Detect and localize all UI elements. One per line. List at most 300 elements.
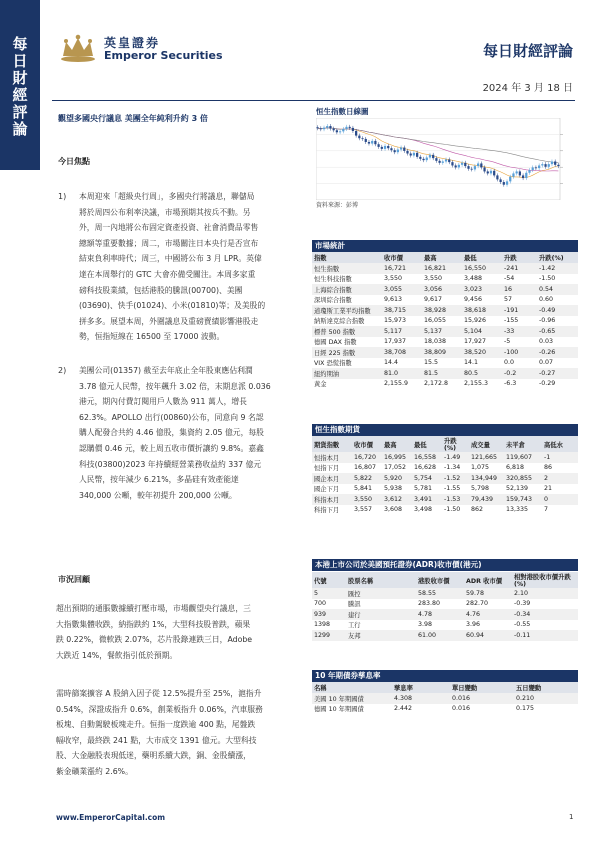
market_stats-column-header: 收市價 [382,252,422,263]
table-cell: 2.442 [394,705,413,713]
table-cell: 匯控 [346,588,416,599]
chart-candle [416,153,418,157]
text-line: 紫金礦業漲約 2.6%。 [56,766,133,776]
adr-column-header: ADR 收市價 [464,572,512,588]
chart-candle [339,131,341,132]
table-cell: 38,809 [422,347,462,358]
chart-candle [377,144,379,147]
chart-candle [371,141,373,144]
table-cell: 59.78 [464,588,512,599]
table-cell: 3,498 [414,506,433,514]
chart-candle [512,173,514,176]
table-cell: 119,607 [504,452,542,463]
table-cell: 3,550 [424,275,443,283]
table-cell: 79,439 [469,494,504,505]
chart-candle [557,165,559,166]
table-row [312,379,578,390]
chart-candle [422,159,424,160]
table-cell: 16,550 [462,263,502,274]
market-stats-title: 市場統計 [312,240,578,252]
table-cell: 德國 DAX 指數 [314,339,357,347]
focus-item-text [79,363,301,503]
table-cell: 3,550 [352,494,382,505]
table-cell: 2 [542,473,578,484]
table-cell: 16,720 [352,452,382,463]
table-cell: -0.55 [514,621,531,629]
chart-candle [381,147,383,149]
chart-candle [316,127,318,128]
table-cell: 上海綜合指數 [312,284,382,295]
chart-candle [426,158,428,161]
table-cell: 5,104 [462,326,502,337]
text-line: 340,000 公噸，較年初提升 200,000 公噸。 [79,490,237,500]
chart-candle [519,171,521,175]
table-cell: 16,995 [382,452,412,463]
text-line: 總額等重要數據；周二，市場關注日本央行是否宣布 [79,238,259,248]
table-cell: 3,055 [382,284,422,295]
table-row [312,620,578,631]
table-cell: 18,038 [424,338,447,346]
table-cell: -100 [502,347,537,358]
table-cell: 81.0 [382,368,422,379]
chart-candle [435,158,437,161]
table-cell: 4.78 [416,609,464,620]
table-cell: 騰訊 [348,601,361,609]
chart-candle [458,165,460,168]
chart-candle [320,128,322,129]
text-line: 美團公司(01357) 截至去年底止全年股東應佔利潤 [79,366,253,375]
table-row [312,704,578,715]
chart-candle [448,159,450,162]
chart-candle [503,182,505,185]
chart-candle [467,166,469,169]
table-cell: 38,928 [422,305,462,316]
chart-candle [532,167,534,170]
table-cell: 38,520 [462,347,502,358]
table-cell: 3.96 [466,621,481,629]
table-cell: -5 [504,338,511,346]
table-cell: 17,927 [464,338,487,346]
table-cell: 紐約期油 [312,368,382,379]
text-line: 人民幣，按年減少 6.21%，多晶硅有效產能達 [79,475,239,485]
futures-column-header: 未平倉 [504,436,542,452]
chart-candle [333,129,335,131]
text-line: 跌 0.22%，微軟跌 2.07%，芯片股錄連跌三日，Adobe [56,635,253,645]
text-line: 0.54%，深證成指升 0.6%，創業板指升 0.06%，汽車服務 [56,704,263,714]
chart-candle [397,150,399,153]
text-line: 港元，期內付費訂閱用戶人數為 911 萬人，增長 [79,397,247,407]
table-cell: 121,665 [469,452,504,463]
table-cell: 5,781 [414,485,433,493]
table-row [312,284,578,295]
table-row [312,305,578,316]
table-row [312,599,578,610]
table-cell: VIX 恐慌指數 [314,360,352,368]
table-cell: -241 [502,263,537,274]
chart-candle [548,164,550,167]
text-line: (03690)、快手(01024)、小米(01810)等；及美股的 [79,301,266,311]
table-cell: -0.65 [537,326,578,337]
bonds-column-header: 五日變動 [514,682,578,693]
table-cell: -0.34 [512,609,578,620]
futures-title: 恒生指數期貨 [312,424,578,436]
table-cell: 3,550 [384,275,403,283]
table-cell: 9,456 [464,296,483,304]
chart-candle [438,161,440,163]
chart-candle [455,165,457,167]
text-line: 將於周四公布利率決議，市場預期其按兵不動。另 [79,207,251,217]
text-line: 結束負利率時代；周三，中國將公布 3 月 LPR。英偉 [79,254,262,264]
chart-candle [342,129,344,131]
text-line: 外，周一內地將公布固定資產投資、社會消費品零售 [79,223,259,233]
table-cell: 3,023 [462,284,502,295]
futures-column-header: 高低水 [542,436,578,452]
chart-candle [403,148,405,151]
chart-title: 恒生指數日線圖 [316,107,369,116]
market-stats-table [312,252,578,389]
table-cell: 納斯達克綜合指數 [314,318,365,326]
futures-column-header: 期貨指數 [312,436,352,452]
market-review-title: 市況回顧 [58,575,90,584]
brand-name-cn: 英皇證券 [104,36,161,50]
table-cell: 0.210 [514,693,578,704]
table-cell: 3.98 [418,621,433,629]
text-line: 大指數集體收跌，納指跌約 1%，大型科技股普跌，蘋果 [56,619,251,629]
table-row [312,484,578,495]
table-cell: -155 [504,317,519,325]
chart-candle [487,171,489,173]
chart-candle [535,167,537,168]
chart-candle [387,146,389,148]
futures-column-header: 升跌(%) [442,436,469,452]
bonds-column-header: 名稱 [312,682,392,693]
chart-candle [429,155,431,158]
table-cell: 5,137 [422,326,462,337]
table-row [312,274,578,285]
table-row [312,588,578,599]
futures-table [312,436,578,515]
table-cell: 939 [312,609,346,620]
table-row [312,505,578,516]
chart-candle [390,148,392,150]
adr-table [312,572,578,641]
chart-candle [522,175,524,178]
table-row [312,326,578,337]
text-line: 62.3%。APOLLO 出行(00860)公布，同意向 9 名認 [79,412,264,422]
table-cell: -0.27 [537,368,578,379]
chart-candle [480,163,482,167]
chart-candle [374,141,376,144]
table-cell: -0.2 [502,368,537,379]
table-cell: 14.4 [384,359,399,367]
chart-candle [506,181,508,184]
text-line: 大跌近 14%，餐飲指引低於預期。 [56,650,178,660]
text-line: 股、大金融股表現低迷，藥明系續大跌，銅、金股續漲， [56,751,251,761]
table-cell: 15,973 [384,317,407,325]
table-cell: -1.50 [539,275,556,283]
table-cell: -1.53 [442,494,469,505]
table-cell: 320,855 [504,473,542,484]
table-cell: 862 [471,506,484,514]
text-line: 認購價 0.46 元，較上周五收市價折讓約 9.8%。嘉鑫 [79,443,264,453]
chart-source: 資料來源：彭博 [316,202,359,209]
table-row [312,263,578,274]
chart-candle [352,128,354,131]
table-cell: 81.5 [422,368,462,379]
market_stats-column-header: 最低 [462,252,502,263]
crown-logo-icon [58,32,98,64]
text-line: 3.78 億元人民幣，按年飆升 3.02 倍，末期息派 0.036 [79,381,271,391]
futures-column-header: 最高 [382,436,412,452]
text-line: 勢，恒指短線在 16500 至 17000 波動。 [79,332,225,342]
text-line: 磅科技股業績，包括港股的騰訊(00700)、美團 [79,285,243,295]
market-review-paragraph [56,686,306,780]
table-cell: 60.94 [464,630,512,641]
chart-candle [516,171,518,173]
table-cell: 86 [544,464,553,472]
table-cell: 1299 [312,630,346,641]
chart-candle [400,148,402,150]
table-cell: 16,628 [414,464,437,472]
text-line: 拼多多。展望本周，外圍議息及重磅賣績影響港股走 [79,316,259,326]
futures-column-header: 最低 [412,436,442,452]
table-cell: 恒生指數 [312,263,382,274]
chart-candle [544,164,546,167]
table-row [312,452,578,463]
table-cell: 700 [314,600,327,608]
adr-column-header: 股票名稱 [346,572,416,588]
table-row [312,358,578,369]
table-cell: 4.308 [392,693,450,704]
table-cell: -0.49 [537,305,578,316]
bonds-title: 10 年期債券孳息率 [312,670,578,682]
market-review-paragraph [56,601,306,663]
table-cell: 17,052 [384,464,407,472]
table-cell: 深圳綜合指數 [314,297,352,305]
table-cell: -191 [502,305,537,316]
chart-candle [490,171,492,174]
table-cell: 15,926 [464,317,487,325]
chart-candle [368,142,370,144]
table-cell: -33 [502,326,537,337]
table-cell: 16,558 [412,452,442,463]
report-title: 每日財經評論 [482,42,573,60]
table-cell: 科指下月 [314,507,340,515]
table-cell: 恒指本月 [312,452,352,463]
table-cell: 3,608 [384,506,403,514]
report-date: 2024 年 3 月 18 日 [482,83,573,94]
chart-candle [483,167,485,171]
chart-candle [445,159,447,161]
chart-candle [541,164,543,165]
table-cell: 德國 10 年期國債 [314,706,364,714]
focus-title: 今日焦點 [58,157,90,166]
table-cell: 建行 [346,609,416,620]
chart-candle [471,169,473,170]
text-line: 板塊、自動駕駛板塊走升。恒指一度跌逾 400 點，尾盤跌 [56,720,256,730]
table-cell: 9,617 [424,296,443,304]
chart-candle [345,127,347,129]
focus-item-number: 2) [58,366,67,375]
table-cell: 工行 [348,622,361,630]
bonds-column-header: 孳息率 [392,682,450,693]
table-cell: 恒指下月 [314,465,340,473]
side-title: 每日財經評論 [12,35,28,138]
table-cell: 恒生科技指數 [314,276,352,284]
table-row [312,337,578,348]
futures-column-header: 收市價 [352,436,382,452]
table-cell: 52,139 [506,485,529,493]
table-cell: 38,708 [382,347,422,358]
table-cell: -1.42 [537,263,578,274]
table-cell: 14.1 [464,359,479,367]
table-cell: 1,075 [471,464,490,472]
table-cell: 16,055 [424,317,447,325]
table-cell: 2,155.9 [384,380,409,388]
table-row [312,630,578,641]
table-cell: -1.49 [442,452,469,463]
table-cell: 159,743 [504,494,542,505]
chart-candle [451,162,453,165]
chart-candle [361,138,363,139]
chart-candle [336,130,338,132]
chart-candle [349,127,351,128]
adr-column-header: 相對港股收市價升跌(%) [512,572,578,588]
table-cell: 美國 10 年期國債 [312,693,392,704]
table-row [312,347,578,358]
table-cell: 道瓊斯工業平均指數 [312,305,382,316]
footer-website-link[interactable]: www.EmperorCapital.com [56,813,166,822]
table-cell: 57 [504,296,513,304]
table-cell: 0.07 [539,359,554,367]
table-cell: 5 [312,588,346,599]
table-cell: 13,335 [506,506,529,514]
table-cell: 16,807 [354,464,377,472]
focus-item-number: 1) [58,192,67,201]
table-row [312,693,578,704]
chart-candle [326,126,328,128]
table-cell: -0.29 [539,380,556,388]
market_stats-column-header: 最高 [422,252,462,263]
adr-title: 本港上市公司於美國預托證券(ADR)收市價(港元) [312,559,578,571]
table-cell: 134,949 [469,473,504,484]
table-cell: 0.60 [539,296,554,304]
table-cell: 38,715 [382,305,422,316]
text-line: 達在本周舉行的 GTC 大會亦備受關注。本周多家重 [79,269,256,279]
table-cell: 80.5 [462,368,502,379]
chart-candle [365,139,367,142]
table-cell: 4.76 [464,609,512,620]
table-cell: 0.016 [452,705,471,713]
chart-candle [329,126,331,129]
table-cell: 15.5 [424,359,439,367]
header-divider [52,100,575,101]
side-banner [0,0,40,170]
table-row [312,463,578,474]
table-cell: 61.00 [416,630,464,641]
text-line: 幅收窄，最終跌 241 點，大市成交 1391 億元。大型科技 [56,735,257,745]
table-cell: 0.175 [516,705,535,713]
table-cell: 標普 500 指數 [312,326,382,337]
chart-candle [410,154,412,156]
adr-column-header: 代號 [312,572,346,588]
text-line: 需時篩案擴容 A 股納入因子從 12.5%提升至 25%，滬指升 [56,689,262,698]
table-cell: 國企下月 [314,486,340,494]
table-cell: 283.80 [418,600,441,608]
table-cell: 友邦 [346,630,416,641]
table-cell: 5,798 [471,485,490,493]
text-line: 本周迎來「超級央行周」，多國央行將議息，聯儲局 [79,192,255,201]
table-row [312,368,578,379]
page-number: 1 [569,813,574,821]
text-line: 超出預期的通脹數據續打壓市場，市場觀望央行議息，三 [56,604,251,613]
chart-candle [509,177,511,182]
table-cell: -1 [542,452,578,463]
chart-candle [474,166,476,169]
table-cell: 17,937 [384,338,407,346]
table-cell: 5,938 [384,485,403,493]
table-cell: 科指本月 [312,494,352,505]
table-cell: -0.96 [539,317,556,325]
chart-candle [419,157,421,159]
table-cell: 5,920 [382,473,412,484]
chart-candle [394,150,396,152]
table-cell: -6.3 [504,380,517,388]
table-cell: 58.55 [416,588,464,599]
chart-candle [538,165,540,168]
chart-candle [496,175,498,179]
chart-candle [355,131,357,136]
adr-column-header: 港股收市價 [416,572,464,588]
table-cell: -1.34 [444,464,461,472]
chart-candle [554,161,556,164]
table-row [312,316,578,327]
brand-name-en: Emperor Securities [104,49,223,62]
chart-candle [464,163,466,166]
chart-candle [358,136,360,139]
market_stats-column-header: 升跌(%) [537,252,578,263]
table-cell: 0.016 [450,693,514,704]
table-cell: 5,117 [382,326,422,337]
table-cell: 0 [542,494,578,505]
table-cell: 16,821 [422,263,462,274]
hsi-candlestick-chart [316,118,578,200]
table-cell: 38,618 [462,305,502,316]
bonds-column-header: 單日變動 [450,682,514,693]
table-cell: -1.55 [444,485,461,493]
table-cell: 5,822 [352,473,382,484]
table-cell: 16 [502,284,537,295]
chart-candle [551,161,553,164]
table-cell: 日經 225 指數 [312,347,382,358]
table-cell: 3,491 [412,494,442,505]
table-cell: 21 [544,485,553,493]
chart-candle [323,128,325,130]
table-cell: 0.54 [537,284,578,295]
table-row [312,295,578,306]
table-cell: 2,172.8 [424,380,449,388]
table-cell: 6,818 [506,464,525,472]
chart-candle [525,173,527,178]
table-cell: 國企本月 [312,473,352,484]
table-cell: -0.39 [514,600,531,608]
futures-column-header: 成交量 [469,436,504,452]
chart-candle [493,171,495,176]
table-cell: 1398 [314,621,331,629]
table-cell: 2,155.3 [464,380,489,388]
table-cell: 0.0 [504,359,515,367]
table-cell: -0.26 [537,347,578,358]
